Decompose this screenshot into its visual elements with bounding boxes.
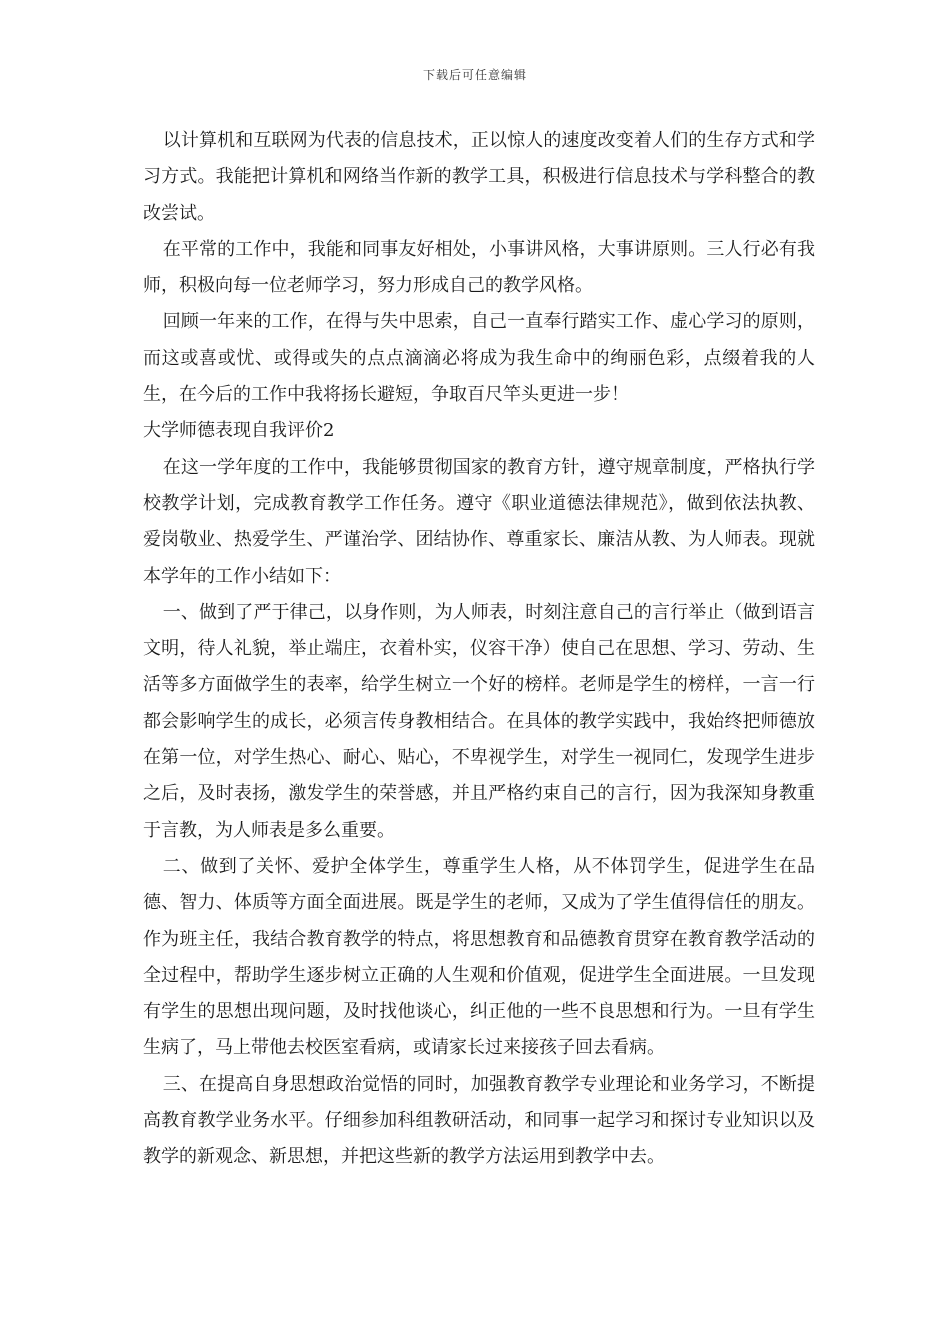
document-body (143, 123, 815, 1176)
section-heading: 大学师德表现自我评价2 (143, 420, 335, 442)
paragraph: 二、做到了关怀、爱护全体学生，尊重学生人格，从不体罚学生，促进学生在品德、智力、体质等方面全面进展。既是学生的老师，又成为了学生值得信任的朋友。作为班主任，我结合教育教学的特点，将思想教育和品德教育贯穿在教育教学活动的全过程中，帮助学生逐步树立正确的人生观和价值观，促进学生全面进展。一旦发现有学生的思想出现问题，及时找他谈心，纠正他的一些不良思想和行为。一旦有学生生病了，马上带他去校医室看病，或请家长过来接孩子回去看病。 (143, 855, 815, 1059)
paragraph: 回顾一年来的工作，在得与失中思索，自己一直奉行踏实工作、虚心学习的原则，而这或喜或忧、或得或失的点点滴滴必将成为我生命中的绚丽色彩，点缀着我的人生，在今后的工作中我将扬长避短，争取百尺竿头更进一步！ (143, 311, 815, 406)
paragraph: 一、做到了严于律己，以身作则，为人师表，时刻注意自己的言行举止（做到语言文明，待人礼貌，举止端庄，衣着朴实，仪容干净）使自己在思想、学习、劳动、生活等多方面做学生的表率，给学生树立一个好的榜样。老师是学生的榜样，一言一行都会影响学生的成长，必须言传身教相结合。在具体的教学实践中，我始终把师德放在第一位，对学生热心、耐心、贴心，不卑视学生，对学生一视同仁，发现学生进步之后，及时表扬，激发学生的荣誉感，并且严格约束自己的言行，因为我深知身教重于言教，为人师表是多么重要。 (143, 601, 815, 841)
paragraph: 在平常的工作中，我能和同事友好相处，小事讲风格，大事讲原则。三人行必有我师，积极向每一位老师学习，努力形成自己的教学风格。 (143, 238, 815, 297)
paragraph: 三、在提高自身思想政治觉悟的同时，加强教育教学专业理论和业务学习，不断提高教育教学业务水平。仔细参加科组教研活动，和同事一起学习和探讨专业知识以及教学的新观念、新思想，并把这些新的教学方法运用到教学中去。 (143, 1073, 815, 1168)
paragraph: 在这一学年度的工作中，我能够贯彻国家的教育方针，遵守规章制度，严格执行学校教学计划，完成教育教学工作任务。遵守《职业道德法律规范》，做到依法执教、爱岗敬业、热爱学生、严谨治学、团结协作、尊重家长、廉洁从教、为人师表。现就本学年的工作小结如下： (143, 456, 815, 587)
page-header: 下载后可任意编辑 (422, 68, 527, 82)
paragraph: 以计算机和互联网为代表的信息技术，正以惊人的速度改变着人们的生存方式和学习方式。我能把计算机和网络当作新的教学工具，积极进行信息技术与学科整合的教改尝试。 (143, 130, 815, 224)
